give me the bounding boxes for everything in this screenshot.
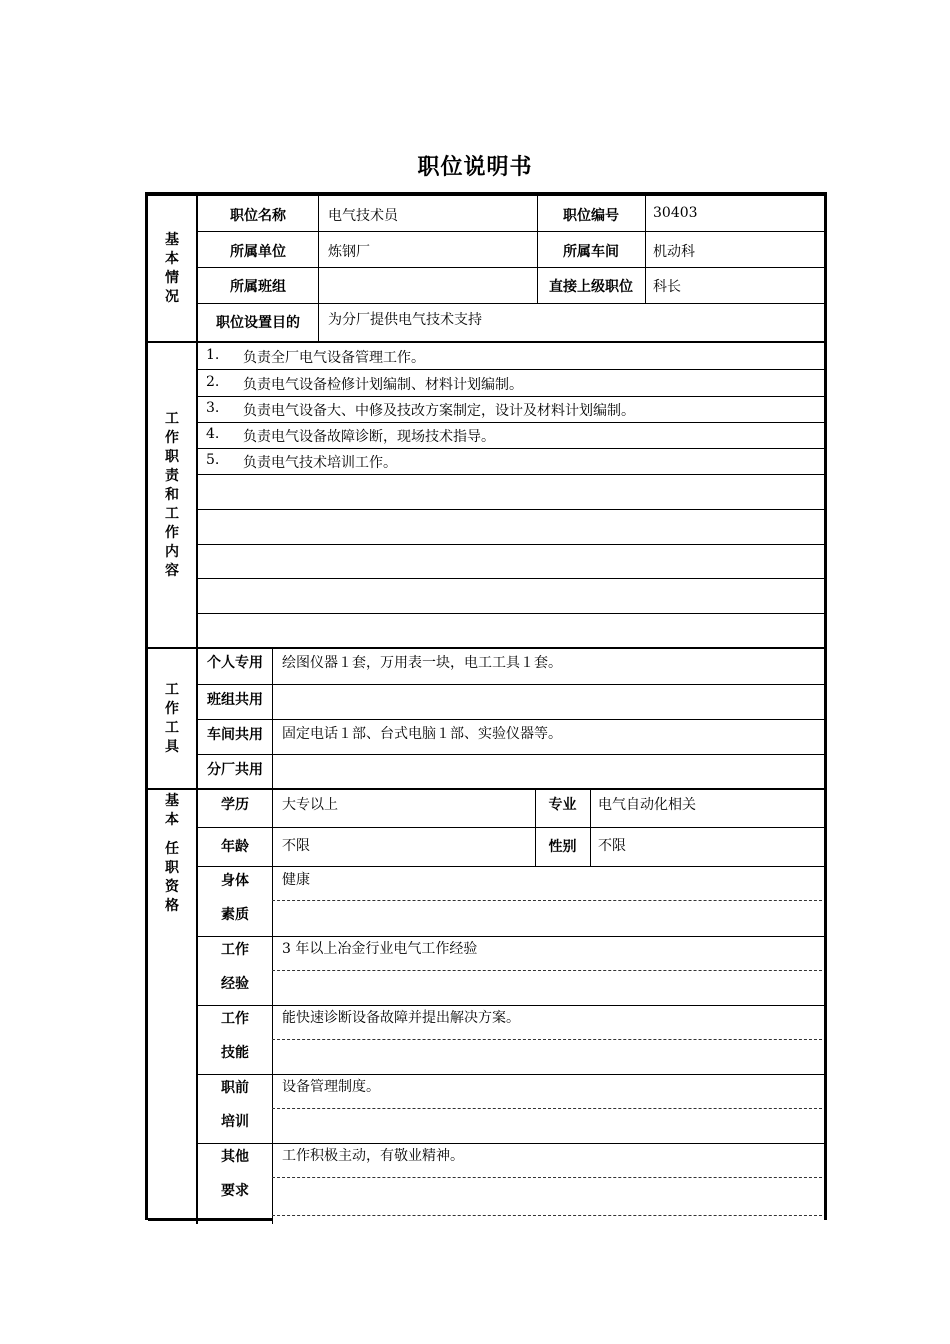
duty-text-1: 负责全厂电气设备管理工作。	[243, 350, 425, 366]
value-major: 电气自动化相关	[598, 797, 696, 813]
tools-side-label: 工作工具	[165, 682, 179, 755]
label-workshop: 所属车间	[563, 244, 619, 260]
label-training-2: 培训	[221, 1114, 249, 1130]
duty-num-4: 4.	[206, 426, 220, 442]
value-unit: 炼钢厂	[328, 244, 370, 260]
value-sex: 不限	[598, 838, 626, 854]
label-age: 年龄	[221, 839, 249, 855]
label-other-1: 其他	[221, 1149, 249, 1165]
value-other: 工作积极主动，有敬业精神。	[282, 1148, 464, 1164]
label-superior: 直接上级职位	[549, 279, 633, 295]
duty-num-2: 2.	[206, 374, 220, 390]
label-experience-2: 经验	[221, 976, 249, 992]
duty-text-3: 负责电气设备大、中修及技改方案制定，设计及材料计划编制。	[243, 403, 635, 419]
label-team: 所属班组	[230, 279, 286, 295]
qual-side-label-2: 任职资格	[165, 841, 179, 914]
value-age: 不限	[282, 838, 310, 854]
duty-text-2: 负责电气设备检修计划编制、材料计划编制。	[243, 377, 523, 393]
label-health-2: 素质	[221, 907, 249, 923]
label-tool-team: 班组共用	[207, 692, 263, 708]
value-experience: 3 年以上冶金行业电气工作经验	[282, 941, 478, 957]
label-training-1: 职前	[221, 1080, 249, 1096]
label-skill-2: 技能	[221, 1045, 249, 1061]
label-sex: 性别	[548, 839, 577, 855]
duty-num-3: 3.	[206, 400, 220, 416]
value-superior: 科长	[653, 279, 681, 295]
duty-text-5: 负责电气技术培训工作。	[243, 455, 397, 471]
value-position-code: 30403	[653, 205, 698, 221]
value-position-name: 电气技术员	[328, 208, 398, 224]
job-description-form	[145, 192, 827, 1220]
basic-side-label: 基本情况	[165, 232, 179, 305]
label-tool-plant: 分厂共用	[207, 762, 263, 778]
label-position-name: 职位名称	[230, 208, 286, 224]
label-position-code: 职位编号	[563, 208, 619, 224]
section-label-qualifications	[148, 790, 198, 1224]
duties-side-label: 工作职责和工作内容	[165, 411, 179, 579]
page-title: 职位说明书	[417, 155, 533, 180]
value-training: 设备管理制度。	[282, 1079, 380, 1095]
value-tool-personal: 绘图仪器１套，万用表一块，电工工具１套。	[282, 655, 562, 671]
label-experience-1: 工作	[221, 942, 249, 958]
duty-num-1: 1.	[206, 347, 220, 363]
label-unit: 所属单位	[230, 244, 286, 260]
value-skill: 能快速诊断设备故障并提出解决方案。	[282, 1010, 520, 1026]
value-purpose: 为分厂提供电气技术支持	[328, 312, 482, 328]
value-workshop: 机动科	[653, 244, 695, 260]
label-purpose: 职位设置目的	[216, 315, 300, 331]
duty-num-5: 5.	[206, 452, 220, 468]
value-health: 健康	[282, 872, 310, 888]
label-other-2: 要求	[221, 1183, 249, 1199]
label-skill-1: 工作	[221, 1011, 249, 1027]
section-label-basic	[148, 196, 198, 342]
label-major: 专业	[548, 797, 577, 813]
label-tool-personal: 个人专用	[207, 655, 263, 671]
value-education: 大专以上	[282, 797, 338, 813]
section-label-duties	[148, 343, 198, 648]
label-tool-workshop: 车间共用	[207, 727, 263, 743]
section-label-tools	[148, 649, 198, 789]
duty-text-4: 负责电气设备故障诊断，现场技术指导。	[243, 429, 495, 445]
label-health-1: 身体	[221, 873, 249, 889]
label-education: 学历	[221, 797, 249, 813]
value-tool-workshop: 固定电话１部、台式电脑１部、实验仪器等。	[282, 726, 562, 742]
qual-side-label-1: 基本	[165, 793, 179, 828]
